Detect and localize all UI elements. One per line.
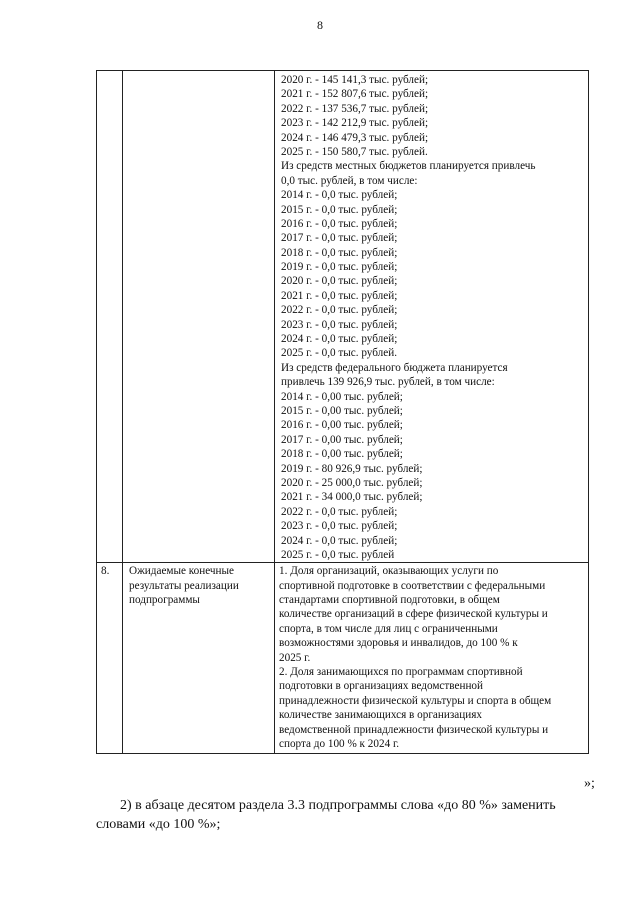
page-number: 8	[317, 18, 323, 32]
result-line: возможностями здоровья и инвалидов, до 100 % к	[279, 637, 518, 650]
funding-line: 2025 г. - 0,0 тыс. рублей	[281, 548, 395, 561]
funding-line: 2024 г. - 0,0 тыс. рублей;	[281, 534, 398, 547]
closing-quote-mark: »;	[584, 776, 595, 791]
result-line: стандартами спортивной подготовки, в общем	[279, 594, 500, 607]
result-line: количестве организаций в сфере физической культуры и	[279, 608, 548, 621]
funding-line: 2024 г. - 0,0 тыс. рублей;	[281, 333, 398, 346]
amendment-paragraph	[96, 796, 596, 834]
funding-line: 2015 г. - 0,00 тыс. рублей;	[281, 404, 403, 417]
result-line: спорта, в том числе для лиц с ограниченными	[279, 622, 498, 635]
funding-line: 2025 г. - 0,0 тыс. рублей.	[281, 347, 397, 360]
funding-line: 2024 г. - 146 479,3 тыс. рублей;	[281, 131, 429, 144]
table-row-8	[97, 563, 589, 754]
table-row-funding-continued	[97, 71, 589, 563]
result-line: ведомственной принадлежности физической культуры и	[279, 723, 549, 736]
local-budget-intro: Из средств местных бюджетов планируется привлечь	[281, 160, 536, 173]
row-name-cell	[123, 563, 275, 754]
funding-line: 2018 г. - 0,0 тыс. рублей;	[281, 246, 398, 259]
funding-line: 2022 г. - 137 536,7 тыс. рублей;	[281, 102, 429, 115]
funding-line: 2020 г. - 25 000,0 тыс. рублей;	[281, 476, 423, 489]
result-line: 2025 г.	[279, 651, 311, 664]
funding-line: 2021 г. - 152 807,6 тыс. рублей;	[281, 88, 429, 101]
row-name-cell-empty	[123, 71, 275, 563]
funding-line: 2020 г. - 145 141,3 тыс. рублей;	[281, 74, 429, 86]
funding-line: 2021 г. - 0,0 тыс. рублей;	[281, 289, 398, 302]
funding-line: 2023 г. - 0,0 тыс. рублей;	[281, 520, 398, 533]
funding-content-cell	[275, 71, 589, 563]
funding-line: 2015 г. - 0,0 тыс. рублей;	[281, 203, 398, 216]
funding-line: 2014 г. - 0,00 тыс. рублей;	[281, 390, 403, 403]
expected-results-cell	[275, 563, 589, 754]
funding-line: 2016 г. - 0,00 тыс. рублей;	[281, 419, 403, 432]
funding-line: 2019 г. - 80 926,9 тыс. рублей;	[281, 462, 423, 475]
row-name-line: результаты реализации	[129, 579, 239, 592]
funding-line: 2020 г. - 0,0 тыс. рублей;	[281, 275, 398, 288]
subprogram-passport-table	[96, 70, 589, 754]
result-line: принадлежности физической культуры и спорта в общем	[279, 694, 552, 707]
row-number: 8.	[101, 565, 110, 578]
row-name-line: подпрограммы	[129, 594, 200, 607]
funding-line: 2016 г. - 0,0 тыс. рублей;	[281, 217, 398, 230]
result-line: 2. Доля занимающихся по программам спортивной	[279, 666, 523, 679]
funding-line: 2023 г. - 142 212,9 тыс. рублей;	[281, 117, 429, 130]
amendment-line: словами «до 100 %»;	[96, 817, 221, 832]
row-name-line: Ожидаемые конечные	[129, 565, 235, 578]
funding-line: 2021 г. - 34 000,0 тыс. рублей;	[281, 491, 423, 504]
funding-line: 2018 г. - 0,00 тыс. рублей;	[281, 448, 403, 461]
funding-line: 2017 г. - 0,00 тыс. рублей;	[281, 433, 403, 446]
local-budget-intro: 0,0 тыс. рублей, в том числе:	[281, 174, 418, 187]
funding-line: 2022 г. - 0,0 тыс. рублей;	[281, 505, 398, 518]
result-line: спорта до 100 % к 2024 г.	[279, 737, 400, 750]
result-line: количестве занимающихся в организациях	[279, 709, 482, 722]
funding-line: 2019 г. - 0,0 тыс. рублей;	[281, 261, 398, 274]
result-line: спортивной подготовке в соответствии с федеральными	[279, 579, 546, 592]
result-line: 1. Доля организаций, оказывающих услуги по	[279, 565, 499, 578]
amendment-line: 2) в абзаце десятом раздела 3.3 подпрограммы слова «до 80 %» заменить	[120, 798, 556, 813]
funding-line: 2014 г. - 0,0 тыс. рублей;	[281, 189, 398, 202]
federal-budget-intro: привлечь 139 926,9 тыс. рублей, в том числе:	[281, 376, 495, 389]
federal-budget-intro: Из средств федерального бюджета планируется	[281, 361, 508, 374]
funding-line: 2017 г. - 0,0 тыс. рублей;	[281, 232, 398, 245]
row-number-cell-empty	[97, 71, 123, 563]
funding-line: 2022 г. - 0,0 тыс. рублей;	[281, 304, 398, 317]
funding-line: 2025 г. - 150 580,7 тыс. рублей.	[281, 145, 428, 158]
row-number-cell	[97, 563, 123, 754]
result-line: подготовки в организациях ведомственной	[279, 680, 484, 693]
funding-line: 2023 г. - 0,0 тыс. рублей;	[281, 318, 398, 331]
